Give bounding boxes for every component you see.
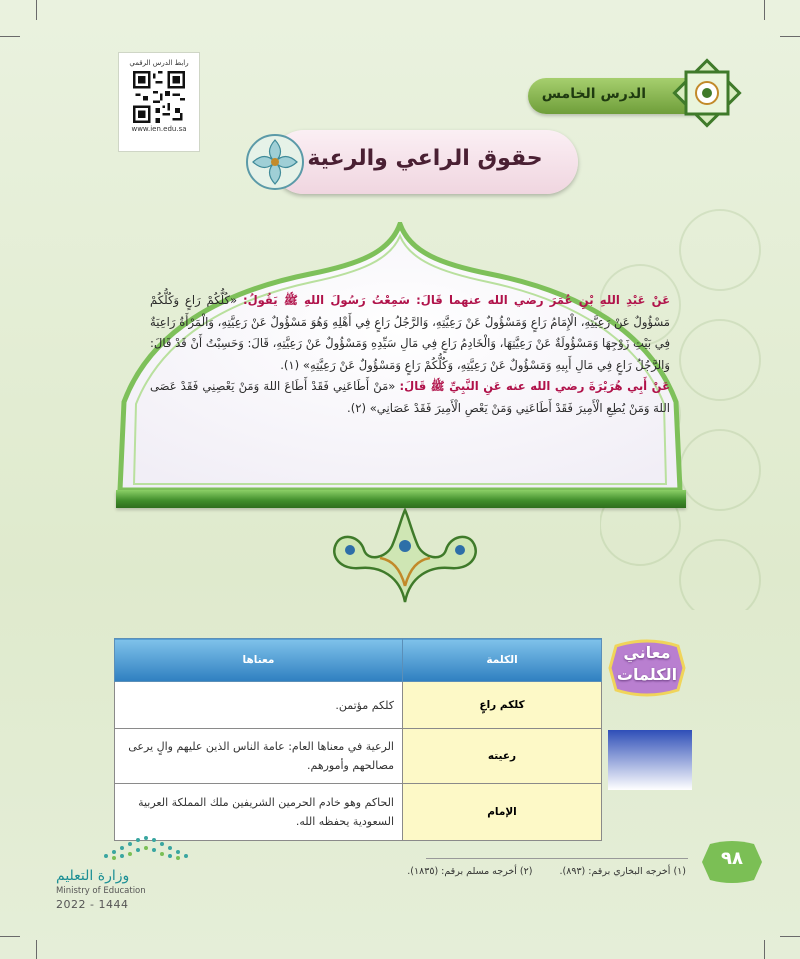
footnote-divider [426, 858, 688, 859]
meaning-cell: الرعية في معناها العام: عامة الناس الذين عليهم والٍ يرعى مصالحهم وأمورهم. [115, 729, 403, 784]
table-header-row [115, 639, 602, 682]
crop-mark [36, 0, 37, 20]
lesson-title-banner [272, 130, 578, 194]
edition-year: 2022 - 1444 [56, 898, 129, 911]
word-meanings-table [114, 638, 602, 841]
table-row [115, 682, 602, 729]
word-meanings-label [608, 642, 686, 686]
footnote-1: (١) أخرجه البخاري برقم: (٨٩٣). [559, 866, 686, 877]
page-title: حقوق الراعي والرعية [307, 146, 543, 171]
footnote-ref-1[interactable]: (١). [280, 357, 300, 372]
meaning-cell: الحاكم وهو خادم الحرمين الشريفين ملك المملكة العربية السعودية يحفظه الله. [115, 784, 403, 841]
footnotes [300, 866, 686, 877]
word-cell: كلكم راعٍ [403, 682, 602, 729]
word-cell: الإمام [403, 784, 602, 841]
footnote-ref-2[interactable]: (٢). [347, 400, 367, 415]
crop-mark [0, 36, 20, 37]
hadith2-text: «مَنْ أَطَاعَنِي فَقَدْ أَطَاعَ اللهَ وَمَنْ يَعْصِنِي فَقَدْ عَصَى اللهَ وَمَنْ يُطِعِ الْأَمِيرَ فَقَدْ أَطَاعَنِي وَمَنْ يَعْصِ الْأَمِيرَ فَقَدْ عَصَانِي» [150, 379, 670, 415]
word-meanings-line2: الكلمات [616, 665, 678, 684]
qr-label: رابط الدرس الرقمي [129, 59, 189, 67]
lesson-badge-label: الدرس الخامس [541, 86, 646, 102]
word-meanings-line1: معاني [623, 643, 671, 662]
crop-mark [764, 940, 765, 959]
table-row [115, 729, 602, 784]
crop-mark [780, 36, 800, 37]
crop-mark [764, 0, 765, 20]
ministry-name-english: Ministry of Education [56, 886, 146, 896]
page-number: ٩٨ [721, 848, 743, 869]
ministry-name-arabic: وزارة التعليم [56, 868, 130, 884]
qr-code-card[interactable] [118, 52, 200, 152]
crop-mark [36, 940, 37, 959]
meaning-cell: كلكم مؤتمن. [115, 682, 403, 729]
flower-ornament-icon [244, 132, 306, 192]
qr-code-icon[interactable] [133, 71, 185, 123]
column-header-meaning: معناها [115, 639, 403, 682]
decorative-gradient-block [608, 730, 692, 790]
ministry-dots-icon [96, 828, 226, 862]
hadith-text-block [150, 290, 670, 419]
footnote-2: (٢) أخرجه مسلم برقم: (١٨٣٥). [407, 866, 533, 877]
crop-mark [780, 936, 800, 937]
crop-mark [0, 936, 20, 937]
ornament-icon [672, 58, 742, 128]
hadith2-narrator: عَنْ أَبِي هُرَيْرَةَ رضي الله عنه عَنِ النَّبِيِّ ﷺ قَالَ: [399, 379, 670, 393]
qr-url[interactable]: www.ien.edu.sa [131, 125, 187, 133]
word-cell: رعيته [403, 729, 602, 784]
arabesque-ornament-icon [320, 506, 490, 606]
column-header-word: الكلمة [403, 639, 602, 682]
hadith1-text: «كُلُّكُمْ رَاعٍ وَكُلُّكُمْ مَسْؤُولٌ عَنْ رَعِيَّتِهِ، الْإِمَامُ رَاعٍ وَمَسْؤُولٌ عَنْ رَعِيَّتِهِ، وَالرَّجُلُ رَاعٍ فِي أَهْلِهِ وَهُوَ مَسْؤُولٌ عَنْ رَعِيَّتِهِ، وَالْمَرْأَةُ رَاعِيَةٌ فِي بَيْتِ زَوْجِهَا وَمَسْؤُولَةٌ عَنْ رَعِيَّتِهَا، وَالْخَادِمُ رَاعٍ فِي مَالِ سَيِّدِهِ وَمَسْؤُولٌ عَنْ رَعِيَّتِهِ، قَالَ: وَحَسِبْتُ أَنْ قَدْ قَالَ: وَالرَّجُلُ رَاعٍ فِي مَالِ أَبِيهِ وَمَسْؤُولٌ عَنْ رَعِيَّتِهِ، وَكُلُّكُمْ رَاعٍ وَمَسْؤُولٌ عَنْ رَعِيَّتِهِ» [150, 293, 670, 372]
hadith1-narrator: عَنْ عَبْدِ اللهِ بْنِ عُمَرَ رضي الله عنهما قَالَ: سَمِعْتُ رَسُولَ اللهِ ﷺ يَقُولُ: [242, 293, 670, 307]
